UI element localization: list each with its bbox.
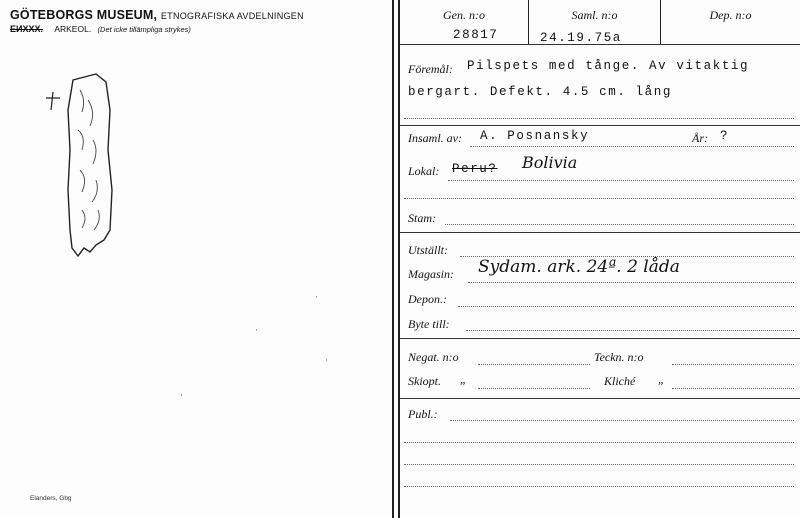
divider-line bbox=[398, 0, 400, 518]
section-name: ARKEOL. bbox=[54, 24, 92, 34]
speck: · bbox=[315, 292, 318, 302]
saml-number: 24.19.75a bbox=[540, 31, 622, 45]
publ-dotted-line-3 bbox=[404, 464, 794, 465]
negat-label: Negat. n:o bbox=[408, 350, 459, 364]
header-rule bbox=[400, 44, 800, 45]
stam-label: Stam: bbox=[408, 211, 436, 225]
magasin-label: Magasin: bbox=[408, 267, 454, 281]
kliche-dotted-line bbox=[672, 388, 794, 389]
byte-dotted-line bbox=[466, 330, 794, 331]
gen-label: Gen. n:o bbox=[443, 8, 485, 22]
teckn-label: Teckn. n:o bbox=[594, 350, 644, 364]
section-rule bbox=[400, 125, 800, 126]
utstallt-label: Utställt: bbox=[408, 243, 449, 257]
magasin-handwritten: Sydam. ark. 24ª. 2 låda bbox=[478, 257, 680, 277]
kliche-quote: „ bbox=[658, 372, 665, 386]
speck: · bbox=[325, 355, 328, 365]
lokal-dotted-line bbox=[448, 180, 794, 181]
foremal-dotted-line bbox=[404, 118, 794, 119]
ar-value: ? bbox=[720, 129, 730, 143]
publ-label: Publ.: bbox=[408, 407, 438, 421]
header-note: (Det icke tillämpliga strykes) bbox=[97, 25, 191, 34]
lokal-struck-value: Peru? bbox=[452, 162, 498, 176]
section-rule bbox=[400, 398, 800, 399]
gen-number: 28817 bbox=[453, 28, 499, 42]
insamlat-value: A. Posnansky bbox=[480, 129, 590, 143]
divider-line bbox=[392, 0, 394, 518]
museum-name: GÖTEBORGS MUSEUM, bbox=[10, 8, 158, 22]
publ-dotted-line bbox=[450, 420, 794, 421]
lokal-handwritten: Bolivia bbox=[522, 153, 578, 172]
insamlat-dotted-line bbox=[470, 146, 794, 147]
arrowhead-sketch bbox=[38, 70, 128, 270]
byte-label: Byte till: bbox=[408, 317, 450, 331]
depon-dotted-line bbox=[458, 306, 794, 307]
negat-dotted-line bbox=[478, 364, 590, 365]
insamlat-label: Insaml. av: bbox=[408, 131, 462, 145]
section-rule bbox=[400, 338, 800, 339]
lokal-label: Lokal: bbox=[408, 164, 440, 178]
stam-dotted-line bbox=[445, 224, 794, 225]
skiopt-label: Skiopt. bbox=[408, 374, 441, 388]
museum-header bbox=[10, 8, 304, 22]
dep-label: Dep. n:o bbox=[709, 8, 752, 22]
foremal-line-2: bergart. Defekt. 4.5 cm. lång bbox=[408, 85, 672, 99]
kliche-label: Kliché bbox=[604, 374, 636, 388]
depon-label: Depon.: bbox=[408, 292, 447, 306]
speck: · bbox=[255, 325, 258, 335]
teckn-dotted-line bbox=[672, 364, 794, 365]
skiopt-quote: „ bbox=[460, 372, 467, 386]
publ-dotted-line-2 bbox=[404, 442, 794, 443]
foremal-line-1: Pilspets med tånge. Av vitaktig bbox=[467, 59, 750, 73]
foremal-label: Föremål: bbox=[408, 62, 453, 76]
lokal-dotted-line-2 bbox=[404, 198, 794, 199]
saml-label: Saml. n:o bbox=[571, 8, 618, 22]
printer-imprint: Elanders, Gbg bbox=[30, 495, 72, 502]
department-name: ETNOGRAFISKA AVDELNINGEN bbox=[160, 11, 304, 21]
crossed-word: ЕИXXX. bbox=[10, 24, 43, 34]
publ-dotted-line-4 bbox=[404, 486, 794, 487]
section-rule bbox=[400, 232, 800, 233]
arrowhead-drawing bbox=[38, 70, 128, 270]
header-line-2 bbox=[10, 24, 191, 34]
ar-label: År: bbox=[692, 131, 708, 145]
skiopt-dotted-line bbox=[478, 388, 590, 389]
speck: · bbox=[180, 390, 183, 400]
magasin-dotted-line bbox=[468, 282, 794, 283]
